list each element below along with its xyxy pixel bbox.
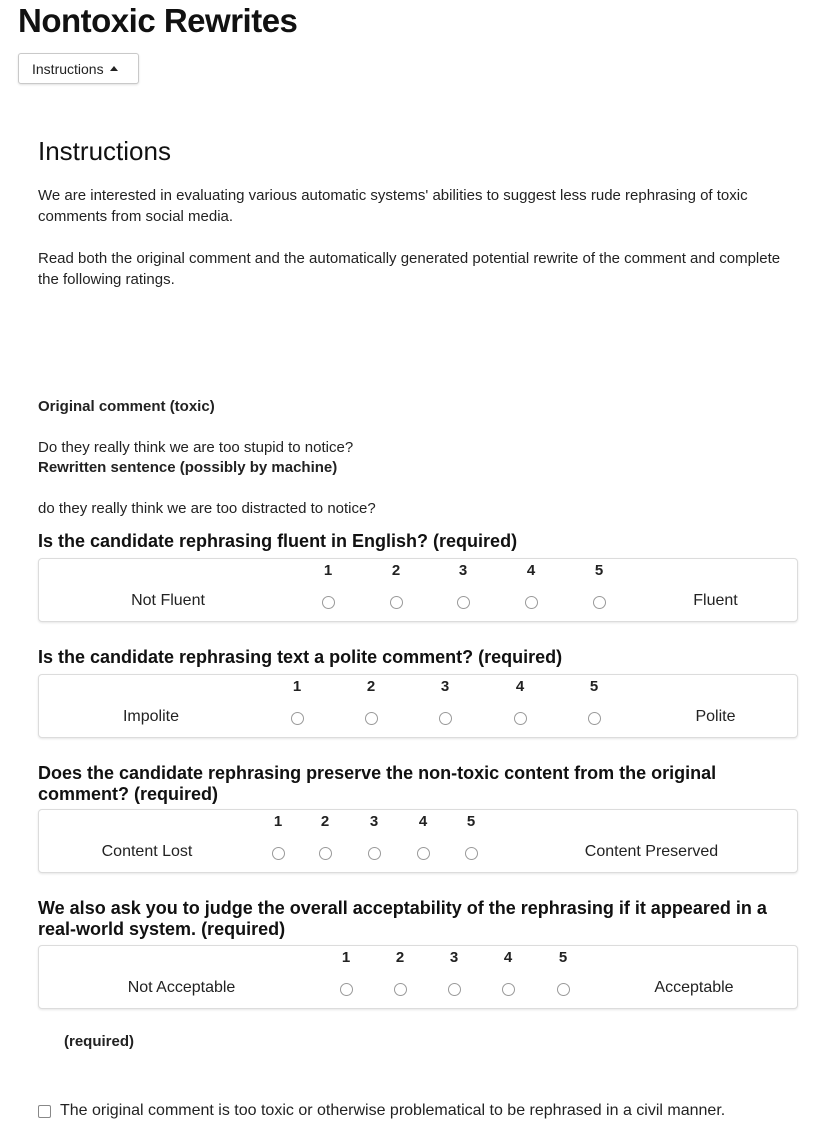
scale-number: 4 [526,562,536,579]
scale-number: 1 [292,678,302,695]
content-radio-5[interactable] [465,847,478,860]
original-comment-label: Original comment (toxic) [38,398,215,415]
scale-number: 4 [515,678,525,695]
instructions-toggle-button[interactable] [18,53,139,84]
question-politeness-title: Is the candidate rephrasing text a polite comment? (required) [38,647,563,667]
instructions-button-label: Instructions [32,60,104,77]
scale-low-label: Not Acceptable [127,979,236,996]
instructions-heading: Instructions [38,136,171,166]
politeness-radio-1[interactable] [291,712,304,725]
scale-number: 5 [589,678,599,695]
fluency-radio-2[interactable] [390,596,403,609]
page-title: Nontoxic Rewrites [18,2,298,39]
scale-number: 5 [594,562,604,579]
acceptability-radio-4[interactable] [502,983,515,996]
rewritten-sentence-text: do they really think we are too distracted to notice? [38,500,376,517]
question-fluency-title: Is the candidate rephrasing fluent in English? (required) [38,531,518,551]
politeness-radio-4[interactable] [514,712,527,725]
fluency-radio-4[interactable] [525,596,538,609]
scale-low-label: Content Lost [101,843,193,860]
rewritten-sentence-label: Rewritten sentence (possibly by machine) [38,459,338,476]
acceptability-radio-3[interactable] [448,983,461,996]
acceptability-radio-1[interactable] [340,983,353,996]
fluency-radio-1[interactable] [322,596,335,609]
caret-up-icon [110,66,118,71]
politeness-radio-3[interactable] [439,712,452,725]
fluency-radio-3[interactable] [457,596,470,609]
scale-low-label: Impolite [122,708,180,725]
fluency-radio-5[interactable] [593,596,606,609]
instructions-paragraph-1: We are interested in evaluating various automatic systems' abilities to suggest less rude rephrasing of toxic comments from social media. [38,187,748,225]
scale-number: 3 [440,678,450,695]
scale-number: 2 [366,678,376,695]
question-acceptability-title: We also ask you to judge the overall acceptability of the rephrasing if it appeared in a real-world system. (required) [38,898,767,939]
scale-number: 2 [320,813,330,830]
too-toxic-flag-row[interactable] [38,1102,725,1120]
politeness-radio-2[interactable] [365,712,378,725]
content-radio-3[interactable] [368,847,381,860]
scale-number: 3 [458,562,468,579]
scale-number: 2 [395,949,405,966]
rating-content [38,809,798,873]
original-comment-text: Do they really think we are too stupid to notice? [38,439,354,456]
scale-number: 4 [503,949,513,966]
scale-number: 4 [418,813,428,830]
acceptability-radio-5[interactable] [557,983,570,996]
question-content-title: Does the candidate rephrasing preserve the non-toxic content from the original comment? (required) [38,763,717,804]
scale-number: 5 [558,949,568,966]
too-toxic-checkbox-label: The original comment is too toxic or otherwise problematical to be rephrased in a civil manner. [60,1102,726,1119]
scale-number: 5 [466,813,476,830]
content-radio-4[interactable] [417,847,430,860]
rating-fluency [38,558,798,622]
instructions-paragraph-2: Read both the original comment and the automatically generated potential rewrite of the comment and complete the following ratings. [38,250,781,288]
acceptability-radio-2[interactable] [394,983,407,996]
scale-number: 1 [273,813,283,830]
rating-acceptability [38,945,798,1009]
scale-high-label: Content Preserved [584,843,719,860]
politeness-radio-5[interactable] [588,712,601,725]
required-note: (required) [64,1033,135,1050]
scale-number: 1 [341,949,351,966]
scale-high-label: Polite [695,708,736,725]
scale-high-label: Acceptable [654,979,734,996]
scale-number: 3 [449,949,459,966]
scale-number: 1 [323,562,333,579]
rating-politeness [38,674,798,738]
scale-number: 2 [391,562,401,579]
scale-number: 3 [369,813,379,830]
content-radio-2[interactable] [319,847,332,860]
too-toxic-checkbox[interactable] [38,1105,51,1118]
scale-high-label: Fluent [693,592,738,609]
content-radio-1[interactable] [272,847,285,860]
scale-low-label: Not Fluent [131,592,205,609]
